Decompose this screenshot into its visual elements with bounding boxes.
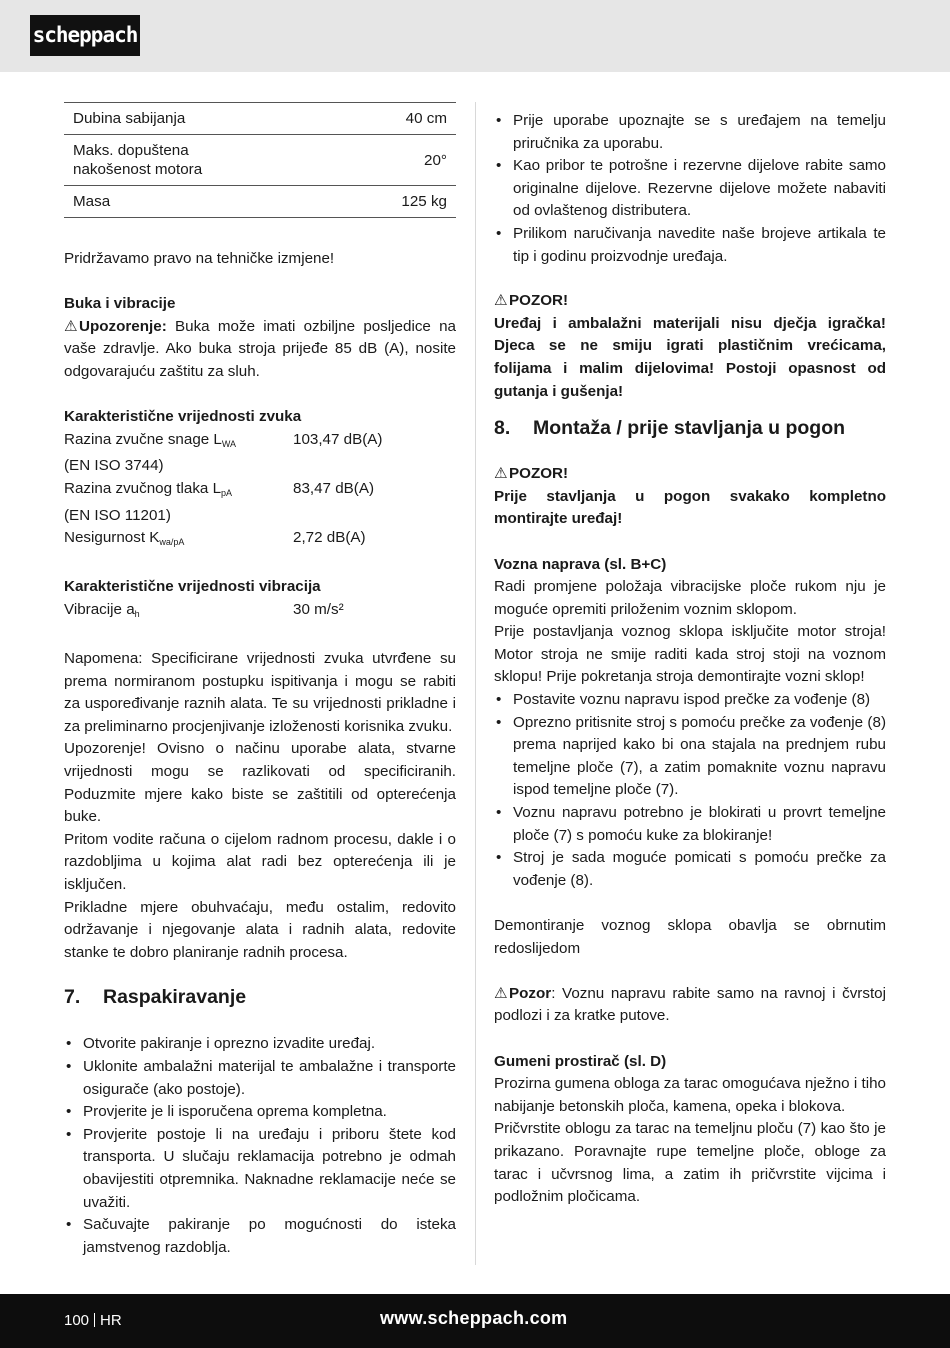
warning-icon: ⚠ bbox=[494, 984, 508, 1002]
transport-heading: Vozna naprava (sl. B+C) bbox=[494, 555, 667, 573]
list-item: • Uklonite ambalažni materijal te ambalažne i transporte osiguračе (ako postoje). bbox=[66, 1058, 456, 1098]
transport-list bbox=[494, 689, 886, 892]
rights-note: Pridržavamo pravo na tehničke izmjene! bbox=[64, 250, 335, 267]
list-item: • Prilikom naručivanja navedite naše brojeve artikala te tip i godinu proizvodnje uređaja. bbox=[496, 224, 886, 265]
warning-icon: ⚠ bbox=[494, 465, 508, 483]
dismount-text: Demontiranje voznog sklopa obavlja se obrnutim redoslijedom bbox=[494, 917, 886, 957]
caution-label: ⚠POZOR! bbox=[494, 463, 886, 486]
spec-table bbox=[64, 102, 456, 218]
noise-warning: ⚠Upozorenje: Buka može imati ozbiljne posljedice na vaše zdravlje. Ako buka stroja prijeđe 85 dB (A), nosite odgovarajuću zaštitu za sluh. bbox=[64, 317, 456, 380]
caution-label: ⚠POZOR! bbox=[494, 290, 886, 313]
table-row bbox=[64, 103, 456, 135]
list-item: • Sačuvajte pakiranje po mogućnosti do isteka jamstvenog razdoblja. bbox=[66, 1216, 456, 1256]
list-item: • Stroj je sada moguće pomicati s pomoću prečke za vođenje (8). bbox=[496, 849, 886, 889]
warning-icon: ⚠ bbox=[494, 292, 508, 310]
list-item: • Provjerite postoje li na uređaju i priboru štete kod transporta. U slučaju reklamacija potrebno je odmah obavijestiti otpremnika. Naknadne reklamacije neće se uvažiti. bbox=[66, 1125, 456, 1211]
uncertainty-row: Nesigurnost $K_{wa/pA}$ 2,72 dB(A) bbox=[64, 529, 366, 548]
spec-value: 40 cm bbox=[348, 103, 456, 135]
warning-icon: ⚠ bbox=[64, 317, 78, 335]
spec-value: 20° bbox=[348, 135, 456, 186]
paragraph: Prozirna gumena obloga za tarac omogućava nježno i tiho nabijanje betonskih ploča, kamena, opeka i blokova. bbox=[494, 1075, 886, 1115]
list-item: • Otvorite pakiranje i oprezno izvadite uređaj. bbox=[66, 1035, 376, 1053]
caution-text: Uređaj i ambalažni materijali nisu dječja igračka! Djeca se ne smiju igrati plastičnim vrećicama, folijama i malim dijelovima! Postoji opasnost od gutanja i gušenja! bbox=[494, 314, 886, 400]
noise-heading: Buka i vibracije bbox=[64, 295, 176, 313]
left-column bbox=[64, 102, 456, 1259]
spec-value: 125 kg bbox=[348, 186, 456, 218]
paragraph: Prikladne mjere obuhvaćaju, među ostalim, redovito održavanje i njegovanje alata i radnih alata, redovite stanke te dobro planiranje radnih procesa. bbox=[64, 898, 456, 961]
paragraph: Upozorenje! Ovisno o načinu uporabe alata, stvarne vrijednosti mogu se razlikovati od specificiranih. Poduzmite mjere kako biste se zaštitili od opterećenja buke. bbox=[64, 740, 456, 826]
vibration-heading: Karakteristične vrijednosti vibracija bbox=[64, 578, 321, 596]
column-divider bbox=[475, 102, 476, 1265]
vibration-row: Vibracije $a_h$ 30 m/s² bbox=[64, 600, 344, 619]
list-item: • Voznu napravu potrebno je blokirati u provrt temeljne ploče (7) s pomoću kuke za blokiranje! bbox=[496, 804, 886, 844]
paragraph: Prije postavljanja voznog sklopa isključite motor stroja! Motor stroja ne smije raditi kada stroj stoji na voznom sklopu! Prije pokretanja stroja demontirajte vozni sklop! bbox=[494, 623, 886, 686]
rubber-heading: Gumeni prostirač (sl. D) bbox=[494, 1052, 667, 1070]
caution-note: ⚠Pozor: Voznu napravu rabite samo na ravnoj i čvrstoj podlozi i za kratke putove. bbox=[494, 984, 886, 1025]
caution-text: Prije stavljanja u pogon svakako kompletno montirajte uređaj! bbox=[494, 487, 886, 528]
spec-label: Maks. dopuštena nakošenost motora bbox=[64, 135, 348, 186]
paragraph: Pritom vodite računa o cijelom radnom procesu, dakle i o razdobljima u kojima alat radi bez opterećenja ili je isključen. bbox=[64, 830, 456, 894]
list-item: • Kao pribor te potrošne i rezervne dijelove rabite samo originalne dijelove. Rezervne dijelove možete nabaviti od ovlaštenog distributera. bbox=[496, 157, 886, 220]
sound-heading: Karakteristične vrijednosti zvuka bbox=[64, 408, 302, 426]
footer-bar bbox=[0, 1294, 950, 1348]
website-link[interactable]: www.scheppach.com bbox=[380, 1308, 568, 1328]
list-item: • Oprezno pritisnite stroj s pomoću prečke za vođenje (8) prema naprijed kako bi ona stajala na prednjem rubu temeljne ploče (7), a zatim pomaknite voznu napravu ispod temeljne ploče (7). bbox=[496, 713, 886, 799]
list-item: • Prije uporabe upoznajte se s uređajem na temelju priručnika za uporabu. bbox=[496, 112, 886, 152]
spec-label: Masa bbox=[64, 186, 348, 218]
paragraph: Napomena: Specificirane vrijednosti zvuka utvrđene su prema normiranom postupku ispitivanja i mogu se rabiti za uspoređivanje raznih alata. Te su vrijednosti prikladne i za preliminarno procjenjivanje izloženosti korisnika zvuku. bbox=[64, 650, 456, 735]
sound-power-row: Razina zvučne snage $L_{WA}$ 103,47 dB(A) bbox=[64, 430, 383, 449]
intro-list bbox=[494, 110, 886, 268]
table-row bbox=[64, 186, 456, 218]
unpack-list bbox=[64, 1033, 456, 1259]
table-row bbox=[64, 135, 456, 186]
sound-pressure-standard: (EN ISO 11201) bbox=[64, 506, 171, 524]
list-item: • Postavite voznu napravu ispod prečke za vođenje (8) bbox=[496, 691, 871, 709]
page-number: 100 HR bbox=[64, 1312, 122, 1329]
brand-logo: scheppach bbox=[30, 15, 140, 56]
section-8-heading: 8. Montaža / prije stavljanja u pogon bbox=[494, 417, 846, 440]
paragraph: Radi promjene položaja vibracijske ploče rukom nju je moguće opremiti priloženim voznim sklopom. bbox=[494, 578, 886, 618]
spec-label: Dubina sabijanja bbox=[64, 103, 348, 135]
right-column bbox=[494, 110, 886, 1209]
sound-pressure-row: Razina zvučnog tlaka $L_{pA}$ 83,47 dB(A) bbox=[64, 479, 375, 498]
section-7-heading: 7. Raspakiravanje bbox=[64, 986, 247, 1009]
sound-power-standard: (EN ISO 3744) bbox=[64, 457, 164, 475]
list-item: • Provjerite je li isporučena oprema kompletna. bbox=[66, 1103, 387, 1121]
paragraph: Pričvrstite oblogu za tarac na temeljnu ploču (7) kao što je prikazano. Poravnajte rupe temeljne ploče, obloge za tarac i učvrsnog lima, a zatim ih pričvrstite vijcima i podložnim pločicama. bbox=[494, 1120, 886, 1206]
header-bar bbox=[0, 0, 950, 72]
